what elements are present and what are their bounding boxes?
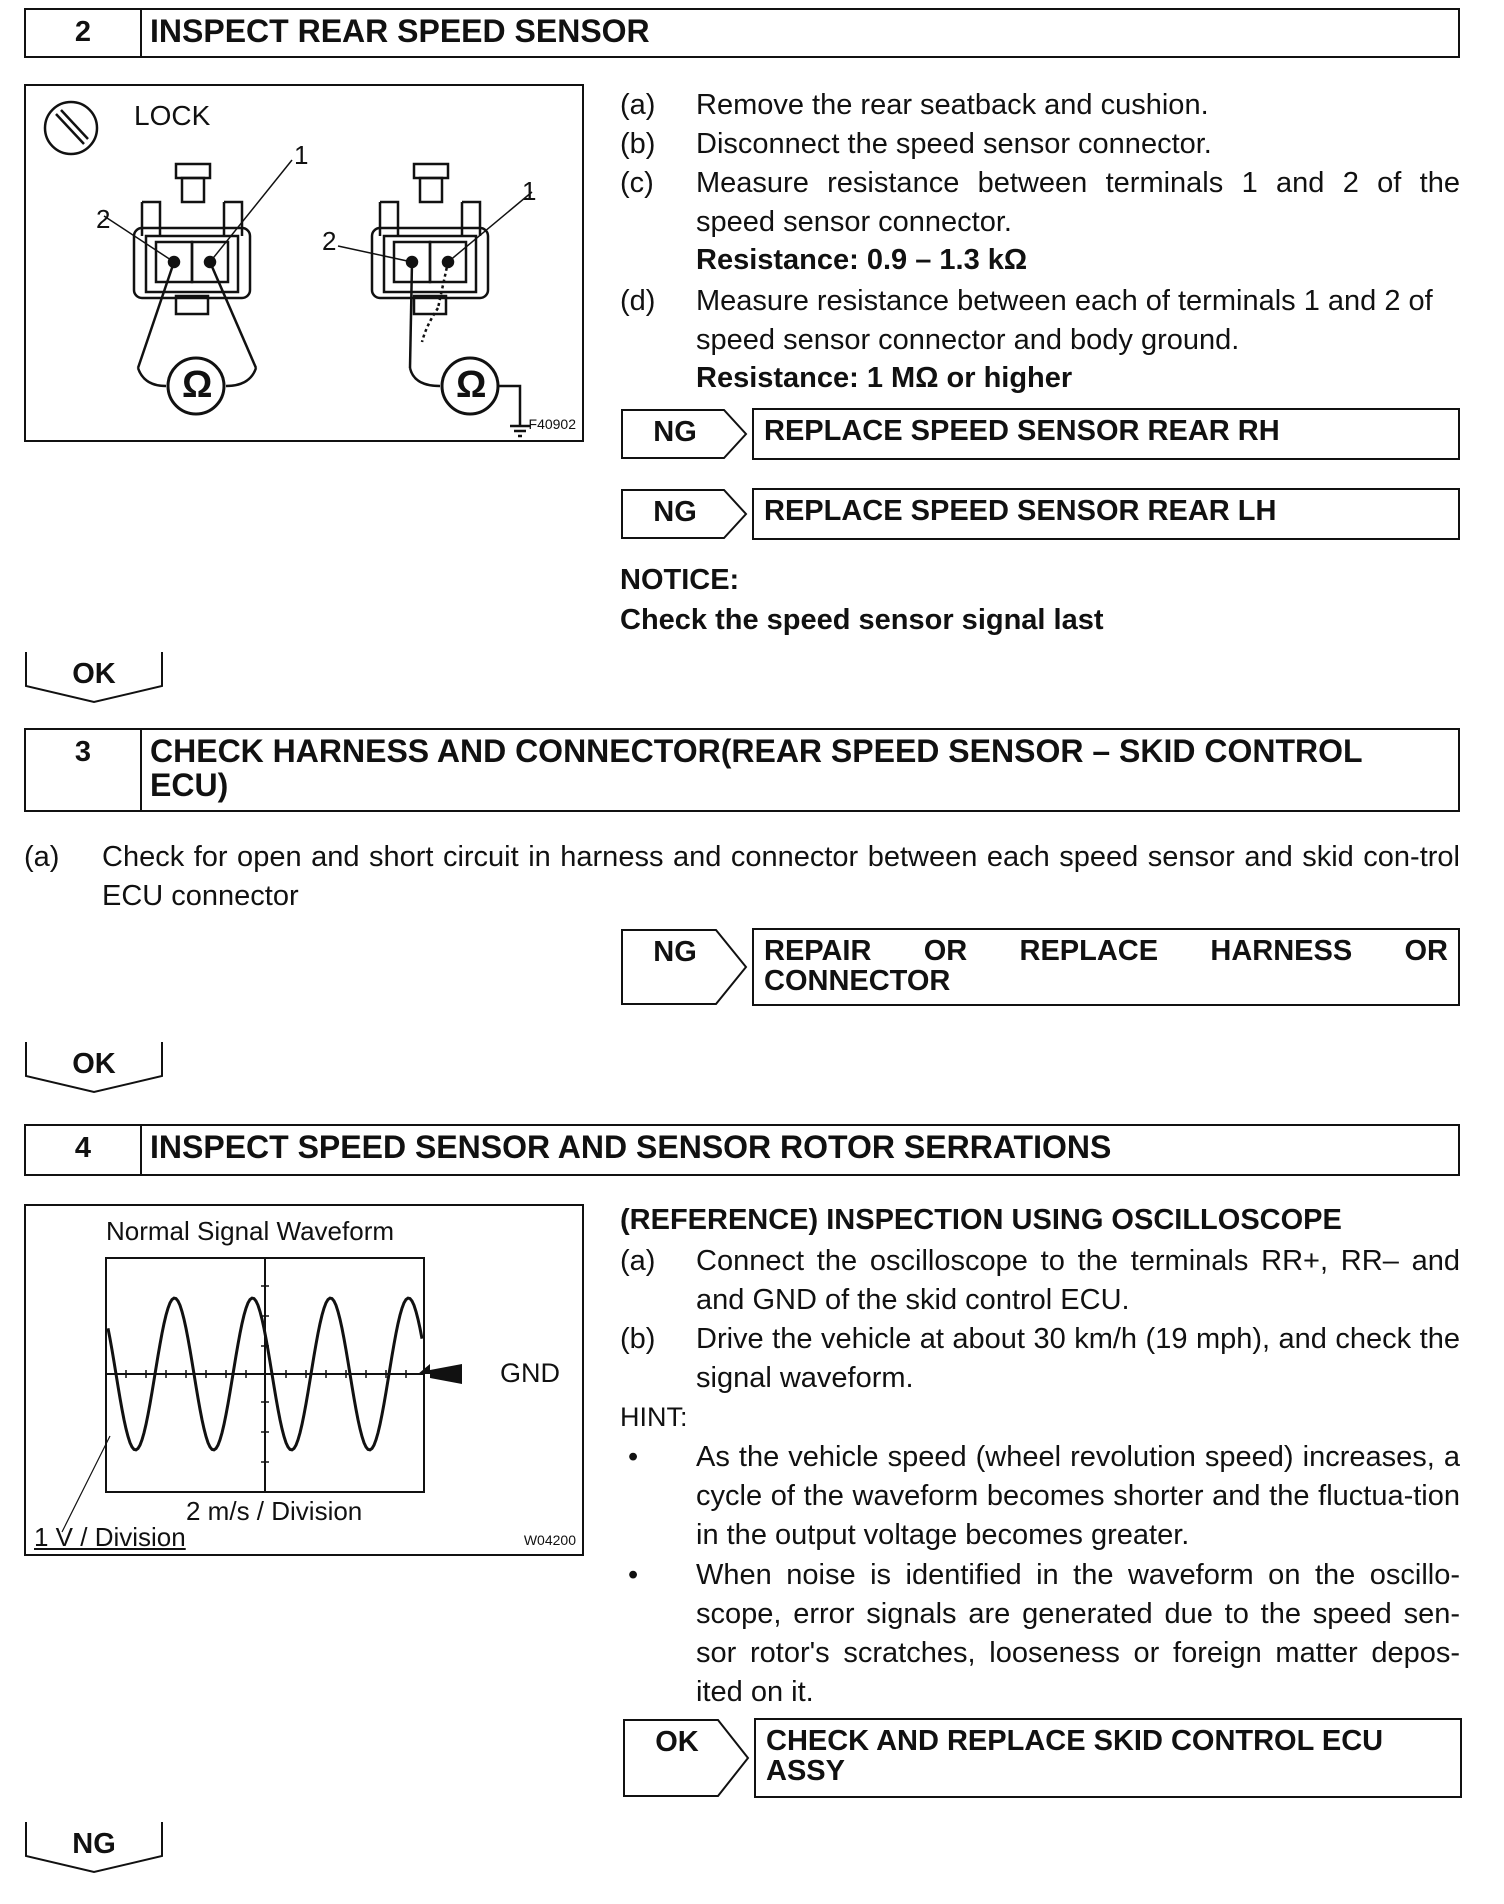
notice-title: NOTICE: — [620, 564, 740, 596]
waveform-figure — [24, 1204, 584, 1556]
ng-result-lh — [620, 488, 1460, 540]
ok-result-ecu — [622, 1718, 1462, 1798]
figure-code: F40902 — [528, 416, 576, 432]
terminal-2-label: 2 — [96, 204, 111, 234]
ok-result-2 — [24, 650, 164, 704]
terminal-2-label-right: 2 — [322, 226, 337, 256]
lock-icon — [45, 102, 97, 154]
ohm-symbol-right: Ω — [456, 364, 487, 406]
ng-label: NG — [653, 496, 697, 528]
ng-label: NG — [653, 936, 697, 968]
resistance-spec-d: Resistance: 1 MΩ or higher — [696, 362, 1073, 394]
ng-action-harness: REPAIR OR REPLACE HARNESS OR CONNECTOR — [752, 928, 1460, 1006]
connector-diagram — [24, 84, 584, 442]
section-number: 4 — [26, 1126, 142, 1174]
section-title: INSPECT REAR SPEED SENSOR — [150, 13, 650, 49]
bullet-dot: • — [628, 1441, 639, 1473]
time-scale-label: 2 m/s / Division — [186, 1496, 363, 1526]
section-4-header — [24, 1124, 1460, 1176]
ok-result-3 — [24, 1040, 164, 1094]
section-2-header — [24, 8, 1460, 58]
terminal-1-label: 1 — [294, 140, 309, 170]
reference-title: (REFERENCE) INSPECTION USING OSCILLOSCOPE — [620, 1204, 1342, 1236]
section-title: CHECK HARNESS AND CONNECTOR(REAR SPEED SENSOR – SKID CONTROL ECU) — [150, 733, 1362, 803]
figure-title: Normal Signal Waveform — [106, 1216, 395, 1246]
ok-action-ecu: CHECK AND REPLACE SKID CONTROL ECU ASSY — [754, 1718, 1462, 1798]
ng-result-4 — [24, 1820, 164, 1874]
bullet-dot: • — [628, 1559, 639, 1591]
connector-right-icon — [338, 164, 532, 436]
notice-text: Check the speed sensor signal last — [620, 604, 1104, 636]
resistance-spec-c: Resistance: 0.9 – 1.3 kΩ — [696, 244, 1028, 276]
ng-label: NG — [653, 416, 697, 448]
voltage-scale-label: 1 V / Division — [34, 1522, 186, 1552]
scale-leader-line — [62, 1436, 110, 1532]
hint-label: HINT: — [620, 1402, 688, 1432]
ng-result-harness — [620, 928, 1460, 1006]
gnd-label: GND — [500, 1358, 560, 1388]
lock-label: LOCK — [134, 100, 211, 131]
ok-label: OK — [72, 1048, 116, 1080]
ng-action-rh: REPLACE SPEED SENSOR REAR RH — [752, 408, 1460, 460]
ohm-symbol-left: Ω — [182, 364, 213, 406]
section-title: INSPECT SPEED SENSOR AND SENSOR ROTOR SERRATIONS — [150, 1129, 1112, 1165]
gnd-arrow-icon — [430, 1364, 462, 1384]
ng-result-rh — [620, 408, 1460, 460]
ok-label: OK — [72, 658, 116, 690]
section-3-header — [24, 728, 1460, 812]
ok-label: OK — [655, 1726, 699, 1758]
ng-action-lh: REPLACE SPEED SENSOR REAR LH — [752, 488, 1460, 540]
figure-code: W04200 — [523, 1532, 576, 1548]
terminal-1-label-right: 1 — [522, 176, 537, 206]
section-number: 3 — [26, 730, 142, 810]
section-number: 2 — [26, 10, 142, 56]
ng-label: NG — [72, 1828, 116, 1860]
